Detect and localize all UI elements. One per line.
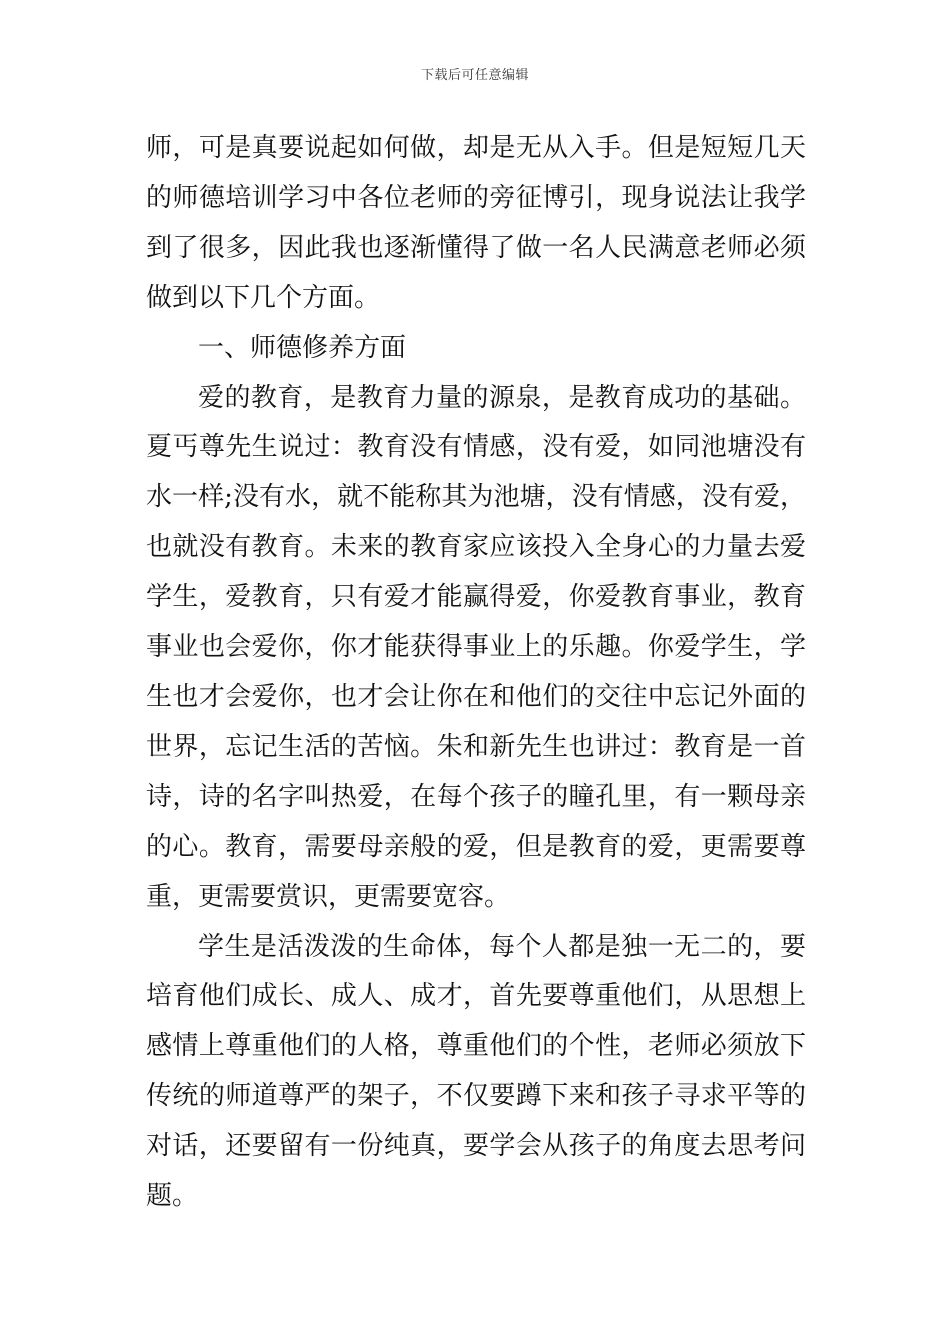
paragraph-love-education: 爱的教育，是教育力量的源泉，是教育成功的基础。夏丐尊先生说过：教育没有情感，没有爱，如同池塘没有水一样;没有水，就不能称其为池塘，没有情感，没有爱，也就没有教育。未来的教育家应该投入全身心的力量去爱学生，爱教育，只有爱才能赢得爱，你爱教育事业，教育事业也会爱你，你才能获得事业上的乐趣。你爱学生，学生也才会爱你，也才会让你在和他们的交往中忘记外面的世界，忘记生活的苦恼。朱和新先生也讲过：教育是一首诗，诗的名字叫热爱，在每个孩子的瞳孔里，有一颗母亲的心。教育，需要母亲般的爱，但是教育的爱，更需要尊重，更需要赏识，更需要宽容。 <box>146 382 806 912</box>
section-heading: 一、师德修养方面 <box>198 332 407 363</box>
paragraph-continuation: 师，可是真要说起如何做，却是无从入手。但是短短几天的师德培训学习中各位老师的旁征博引，现身说法让我学到了很多，因此我也逐渐懂得了做一名人民满意老师必须做到以下几个方面。 <box>146 133 806 313</box>
document-body <box>146 124 806 1222</box>
page-header: 下载后可任意编辑 <box>420 68 529 83</box>
paragraph-respect-students: 学生是活泼泼的生命体，每个人都是独一无二的，要培育他们成长、成人、成才，首先要尊重他们，从思想上感情上尊重他们的人格，尊重他们的个性，老师必须放下传统的师道尊严的架子，不仅要蹲下来和孩子寻求平等的对话，还要留有一份纯真，要学会从孩子的角度去思考问题。 <box>146 931 806 1212</box>
